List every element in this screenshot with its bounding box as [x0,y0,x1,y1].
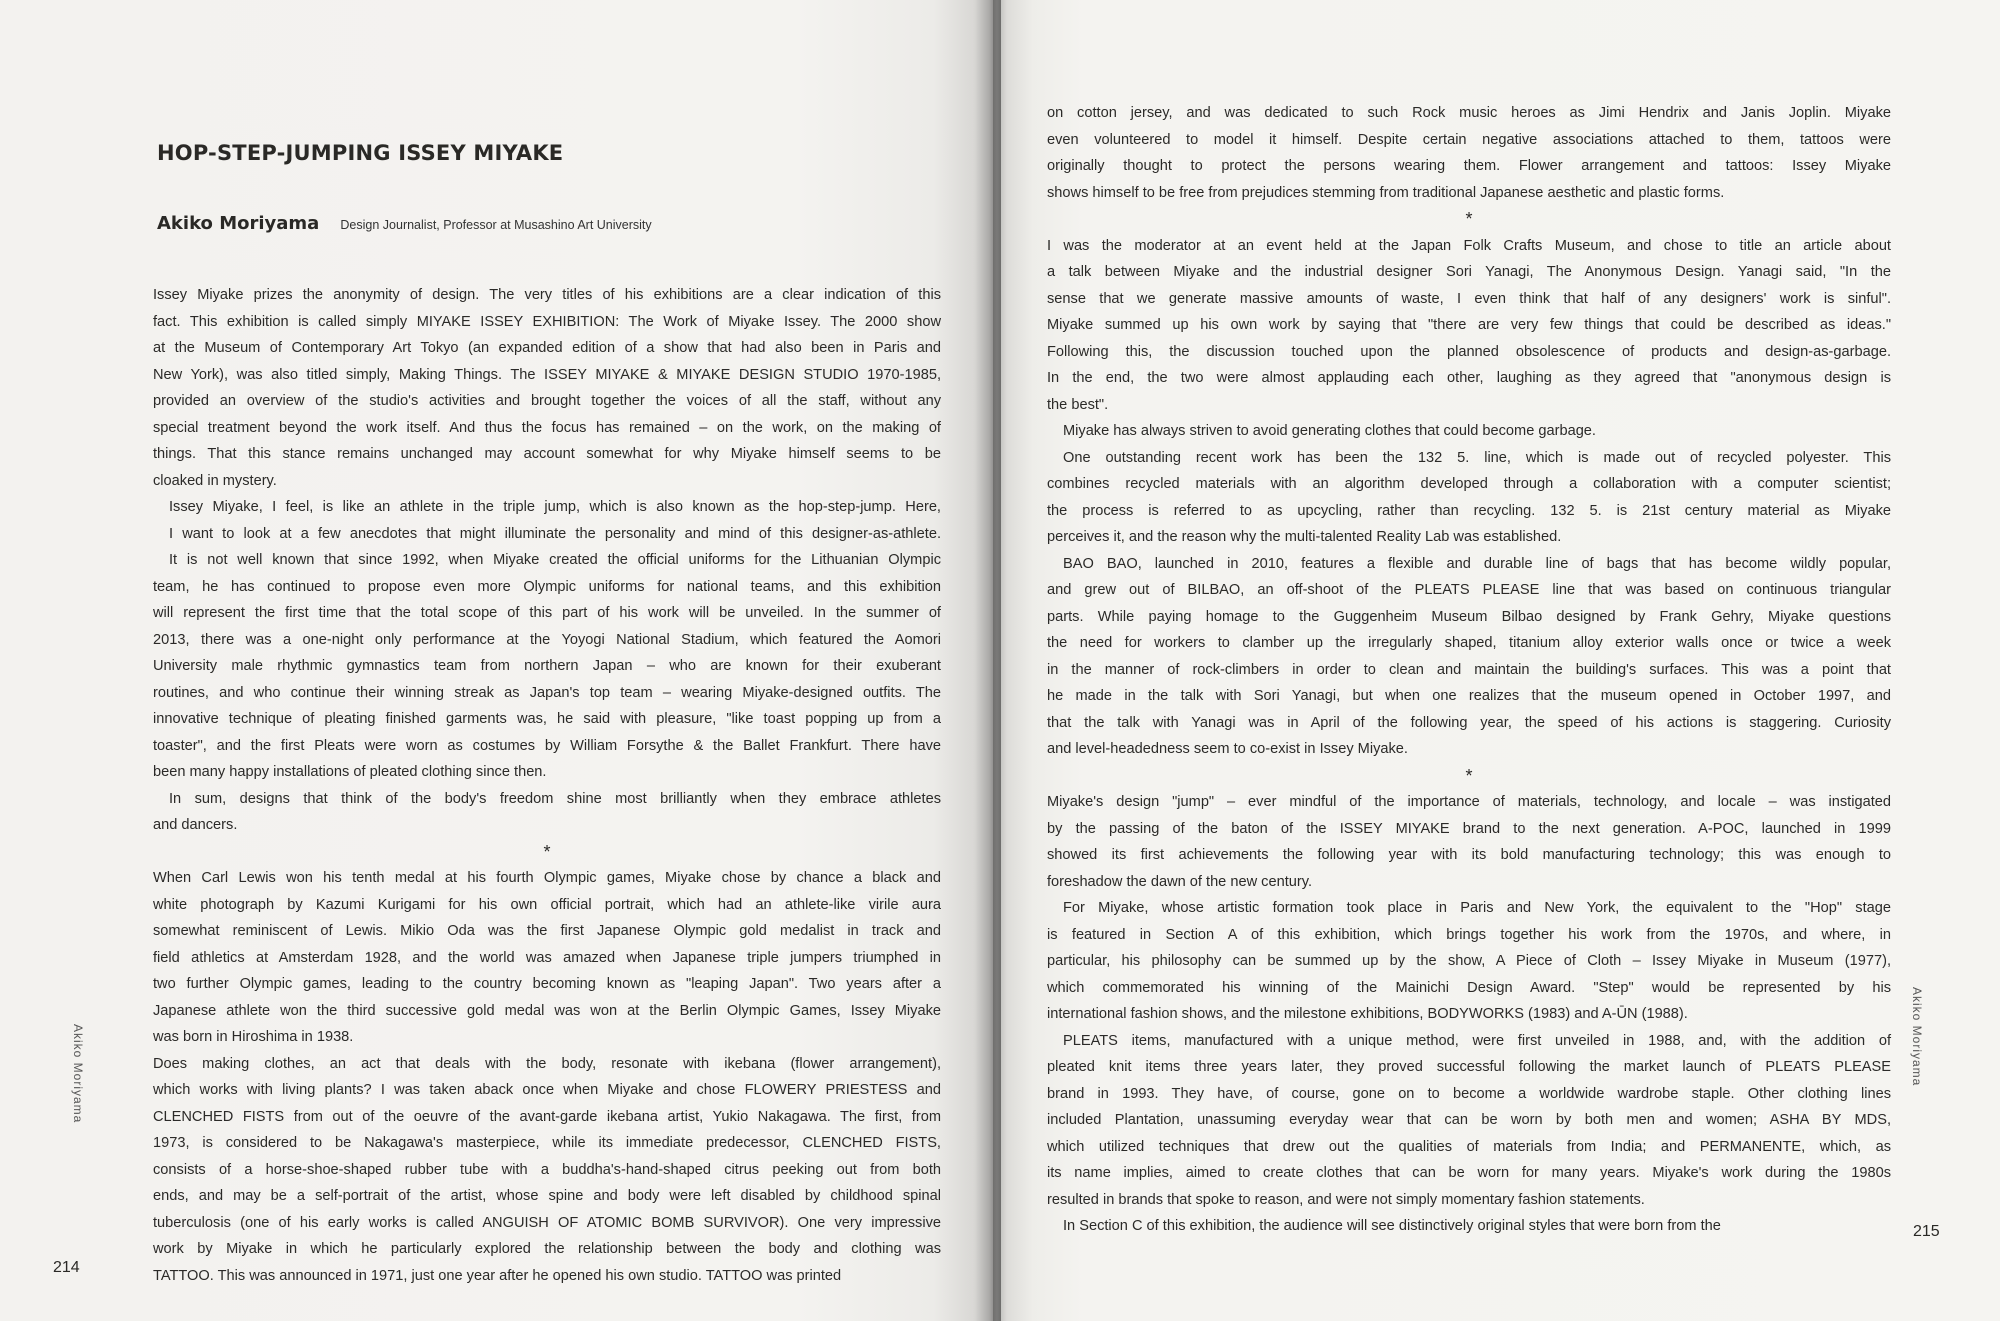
text-line: toaster", and the first Pleats were worn as costumes by William Forsythe & the Ballet Frankfurt. There have [153,737,941,754]
text-line: Issey Miyake prizes the anonymity of design. The very titles of his exhibitions are a clear indication of this [153,287,941,303]
right-page [993,0,2000,1321]
text-line: When Carl Lewis won his tenth medal at his fourth Olympic games, Miyake chose by chance a black and [153,870,941,886]
left-page [0,0,993,1321]
text-line: Issey Miyake, I feel, is like an athlete in the triple jump, which is also known as the hop-step-jump. Here, [169,499,941,515]
text-line: showed its first achievements the following year with its bold manufacturing technology; this was enough to [1047,847,1891,863]
text-line: pleated knit items three years later, they proved successful following the market launch of PLEATS PLEASE [1047,1059,1891,1075]
text-line: resulted in brands that spoke to reason, and were not simply momentary fashion statements. [1047,1191,1645,1208]
text-line: on cotton jersey, and was dedicated to such Rock music heroes as Jimi Hendrix and Janis Joplin. Miyake [1047,105,1891,121]
text-line: One outstanding recent work has been the 132 5. line, which is made out of recycled polyester. This [1063,449,1891,466]
text-line: combines recycled materials with an algorithm developed through a collaboration with a computer scientist; [1047,476,1891,492]
text-line: parts. While paying homage to the Guggenheim Museum Bilbao designed by Frank Gehry, Miyake questions [1047,608,1891,625]
page-number-left: 214 [53,1259,80,1276]
text-line: the need for workers to clamber up the irregularly shaped, titanium alloy exterior walls once or twice a week [1047,635,1891,651]
text-line: sense that we generate massive amounts of waste, I even think that half of any designers' work is sinful". [1047,290,1891,307]
text-line: been many happy installations of pleated clothing since then. [153,764,547,780]
text-line: special treatment beyond the work itself. And thus the focus has remained – on the work, on the making of [153,419,941,436]
text-line: * [1465,765,1473,786]
text-line: in the manner of rock-climbers in order to clean and maintain the building's surfaces. This was a point that [1047,661,1891,678]
text-line: which utilized techniques that drew out the qualities of materials from India; and PERMANENTE, which, as [1047,1138,1891,1155]
text-line: was born in Hiroshima in 1938. [153,1029,354,1045]
text-line: Following this, the discussion touched upon the planned obsolescence of products and design-as-garbage. [1047,343,1891,360]
running-head-right: Akiko Moriyama [1910,987,1924,1087]
text-line: and grew out of BILBAO, an off-shoot of the PLEATS PLEASE line that was based on continuous triangular [1047,582,1891,598]
text-line: CLENCHED FISTS from out of the oeuvre of the avant-garde ikebana artist, Yukio Nakagawa. The first, from [153,1108,941,1125]
text-line: he made in the talk with Sori Yanagi, but when one realizes that the museum opened in October 1997, and [1047,688,1891,704]
text-line: 2013, there was a one-night only performance at the Yoyogi National Stadium, which featured the Aomori [153,631,941,648]
text-line: by the passing of the baton of the ISSEY MIYAKE brand to the next generation. A-POC, launched in 1999 [1047,820,1891,837]
text-line: * [543,841,551,862]
text-line: TATTOO. This was announced in 1971, just one year after he opened his own studio. TATTOO was printed [153,1267,842,1284]
text-line: Miyake summed up his own work by saying that "there are very few things that could be described as ideas." [1047,317,1891,333]
text-line: white photograph by Kazumi Kurigami for his own official portrait, which had an athlete-like virile aura [153,896,941,913]
text-line: things. That this stance remains unchanged may account somewhat for why Miyake himself seems to be [153,446,941,462]
text-line: work by Miyake in which he particularly explored the relationship between the body and clothing was [153,1241,941,1257]
text-line: provided an overview of the studio's activities and brought together the voices of all the staff, without any [153,393,941,409]
text-line: routines, and who continue their winning streak as Japan's top team – wearing Miyake-designed outfits. The [153,684,941,701]
gutter-shadow [975,0,1001,1321]
text-line: field athletics at Amsterdam 1928, and the world was amazed when Japanese triple jumpers triumphed in [153,949,941,966]
text-line: team, he has continued to propose even more Olympic uniforms for national teams, and this exhibition [153,578,941,595]
text-line: Miyake's design "jump" – ever mindful of the importance of materials, technology, and locale – was instigated [1047,794,1891,810]
text-line: that the talk with Yanagi was in April of the following year, the speed of his actions is staggering. Curiosity [1047,714,1891,731]
text-line: is featured in Section A of this exhibition, which brings together his work from the 1970s, and where, in [1047,926,1891,943]
text-line: In the end, the two were almost applauding each other, laughing as they agreed that "anonymous design is [1047,370,1891,386]
text-line: its name implies, aimed to create clothes that can be worn for many years. Miyake's work during the 1980s [1047,1165,1891,1181]
text-line: two further Olympic games, leading to the country becoming known as "leaping Japan". Two years after a [153,976,941,992]
text-line: brand in 1993. They have, of course, gone on to become a worldwide wardrobe staple. Other clothing lines [1047,1085,1891,1102]
text-line: consists of a horse-shoe-shaped rubber tube with a buddha's-hand-shaped citrus peeking out from both [153,1161,941,1178]
text-line: 1973, is considered to be Nakagawa's masterpiece, while its immediate predecessor, CLENCHED FISTS, [153,1135,941,1151]
text-line: I want to look at a few anecdotes that might illuminate the personality and mind of this designer-as-athlete. [169,525,941,542]
text-line: which commemorated his winning of the Mainichi Design Award. "Step" would be represented by his [1047,979,1891,996]
running-head-left: Akiko Moriyama [71,1024,85,1124]
text-line: originally thought to protect the persons wearing them. Flower arrangement and tattoos: Issey Miyake [1047,158,1891,174]
text-line: fact. This exhibition is called simply MIYAKE ISSEY EXHIBITION: The Work of Miyake Issey. The 2000 show [153,313,941,330]
text-line: BAO BAO, launched in 2010, features a flexible and durable line of bags that has become wildly popular, [1063,555,1891,572]
right-body-text [1047,100,1891,1240]
text-line: particular, his philosophy can be summed up by the show, A Piece of Cloth – Issey Miyake in Museum (1977), [1047,953,1891,969]
text-line: at the Museum of Contemporary Art Tokyo (an expanded edition of a show that had also been in Paris and [153,340,941,356]
text-line: Miyake has always striven to avoid generating clothes that could become garbage. [1063,423,1596,439]
text-line: included Plantation, unassuming everyday wear that can be worn by both men and women; ASHA BY MDS, [1047,1112,1891,1128]
text-line: In Section C of this exhibition, the audience will see distinctively original styles that were born from the [1063,1218,1721,1234]
text-line: New York), was also titled simply, Making Things. The ISSEY MIYAKE & MIYAKE DESIGN STUDIO 1970-1985, [153,366,941,383]
text-line: somewhat reminiscent of Lewis. Mikio Oda was the first Japanese Olympic gold medalist in track and [153,923,941,939]
text-line: and dancers. [153,817,238,833]
text-line: a talk between Miyake and the industrial designer Sori Yanagi, The Anonymous Design. Yanagi said, "In the [1047,264,1891,280]
text-line: PLEATS items, manufactured with a unique method, were first unveiled in 1988, and, with the addition of [1063,1032,1891,1049]
text-line: In sum, designs that think of the body's freedom shine most brilliantly when they embrace athletes [169,790,941,807]
author-name: Akiko Moriyama [157,213,320,234]
text-line: will represent the first time that the total scope of this part of his work will be unveiled. In the summer of [153,605,941,621]
text-line: international fashion shows, and the milestone exhibitions, BODYWORKS (1983) and A-ŪN (1988). [1047,1006,1688,1022]
text-line: shows himself to be free from prejudices stemming from traditional Japanese aesthetic and plastic forms. [1047,184,1725,201]
text-line: Japanese athlete won the third successive gold medal was won at the Berlin Olympic Games, Issey Miyake [153,1002,941,1019]
author-affiliation: Design Journalist, Professor at Musashino Art University [340,218,652,232]
text-line: * [1465,209,1473,229]
text-line: cloaked in mystery. [153,472,277,489]
text-line: even volunteered to model it himself. Despite certain negative associations attached to them, tattoos were [1047,131,1891,148]
page-number-right: 215 [1913,1223,1940,1240]
text-line: perceives it, and the reason why the multi-talented Reality Lab was established. [1047,529,1562,545]
text-line: and level-headedness seem to co-exist in Issey Miyake. [1047,741,1408,757]
text-line: innovative technique of pleating finished garments was, he said with pleasure, "like toast popping up from a [153,711,941,727]
byline [157,213,652,234]
text-line: It is not well known that since 1992, when Miyake created the official uniforms for the Lithuanian Olympic [169,552,941,568]
left-body-text [153,282,941,1289]
text-line: University male rhythmic gymnastics team from northern Japan – who are known for their exuberant [153,658,941,674]
text-line: For Miyake, whose artistic formation took place in Paris and New York, the equivalent to the "Hop" stage [1063,900,1891,916]
text-line: which works with living plants? I was taken aback once when Miyake and chose FLOWERY PRIESTESS and [153,1082,941,1098]
text-line: Does making clothes, an act that deals with the body, resonate with ikebana (flower arrangement), [153,1055,941,1072]
text-line: tuberculosis (one of his early works is called ANGUISH OF ATOMIC BOMB SURVIVOR). One very impressive [153,1214,941,1231]
text-line: foreshadow the dawn of the new century. [1047,873,1313,890]
text-line: I was the moderator at an event held at the Japan Folk Crafts Museum, and chose to title an article about [1047,237,1891,254]
text-line: the process is referred to as upcycling, rather than recycling. 132 5. is 21st century material as Miyake [1047,502,1891,519]
article-title: HOP-STEP-JUMPING ISSEY MIYAKE [157,141,564,165]
text-line: the best". [1047,396,1109,413]
text-line: ends, and may be a self-portrait of the artist, whose spine and body were left disabled by childhood spinal [153,1188,941,1204]
